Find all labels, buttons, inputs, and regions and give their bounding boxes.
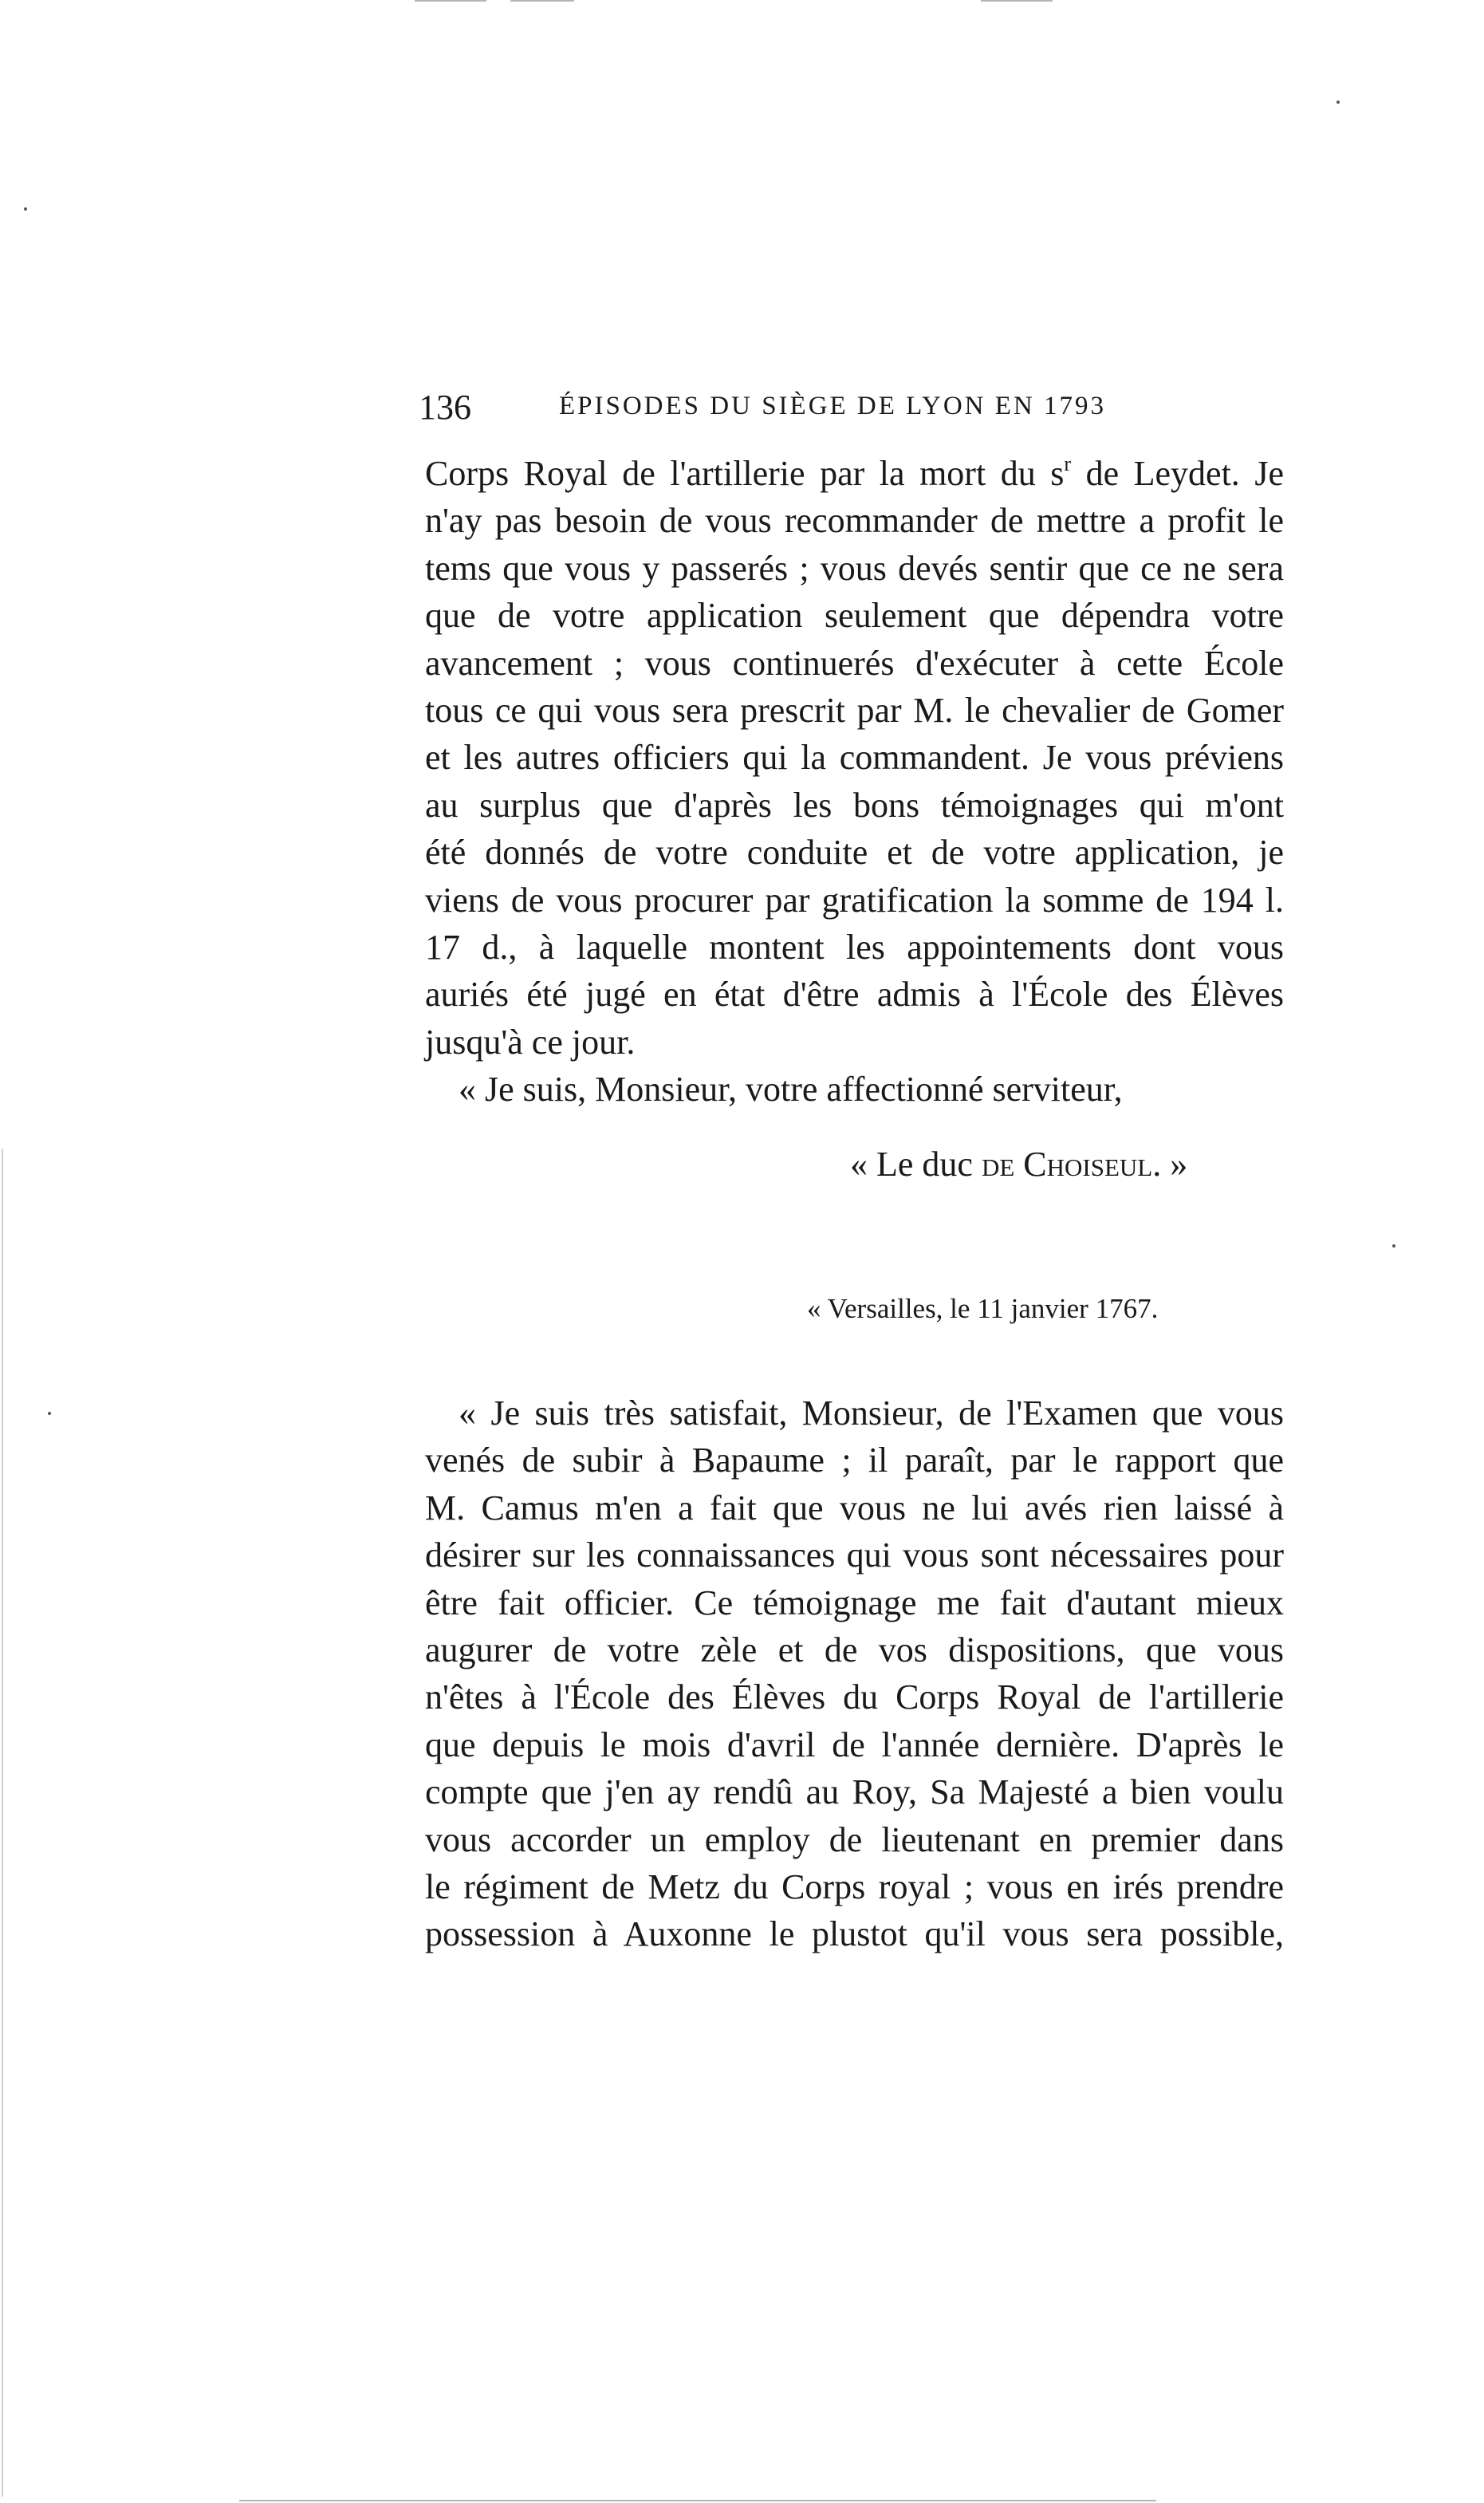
text-line: avancement ; vous continuerés d'exécuter à cette École <box>425 643 1284 683</box>
top-edge-rule <box>239 2500 1156 2501</box>
margin-speck <box>1336 101 1340 104</box>
margin-speck <box>24 207 27 211</box>
letter-1-body <box>425 450 1284 1113</box>
text-line: Corps Royal de l'artillerie par la mort du $s^r$ de Leydet. Je <box>425 452 1284 493</box>
signature-name: Choiseul. <box>1023 1145 1162 1184</box>
closing-line: « Je suis, Monsieur, votre affectionné serviteur, <box>459 1070 1123 1110</box>
text-line: vous accorder un employ de lieutenant en premier dans <box>425 1819 1284 1859</box>
top-edge-rule <box>981 0 1053 2</box>
text-line: augurer de votre zèle et de vos dispositions, que vous <box>425 1630 1284 1669</box>
letter-2-body <box>425 1389 1284 1958</box>
text-line: 17 d., à laquelle montent les appointements dont vous <box>425 927 1284 967</box>
left-margin-artifact <box>2 1149 3 2497</box>
margin-speck <box>1392 1244 1395 1248</box>
dateline: « Versailles, le 11 janvier 1767. <box>807 1293 1159 1324</box>
text-line: que de votre application seulement que dépendra votre <box>425 596 1284 636</box>
top-edge-rule <box>510 0 574 2</box>
text-line: « Je suis très satisfait, Monsieur, de l'Examen que vous <box>459 1393 1284 1433</box>
top-edge-rule <box>415 0 486 2</box>
text-line: être fait officier. Ce témoignage me fait d'autant mieux <box>425 1583 1284 1622</box>
text-line: possession à Auxonne le plustot qu'il vous sera possible, <box>425 1914 1284 1954</box>
page-number: 136 <box>419 388 471 427</box>
margin-speck <box>48 1412 51 1415</box>
text-line: tems que vous y passerés ; vous devés sentir que ce ne sera <box>425 548 1284 588</box>
text-line: que depuis le mois d'avril de l'année dernière. D'après le <box>425 1725 1284 1764</box>
text-line: tous ce qui vous sera prescrit par M. le chevalier de Gomer <box>425 690 1284 730</box>
signature: « Le duc de Choiseul. » <box>850 1145 1188 1184</box>
text-line: auriés été jugé en état d'être admis à l'École des Élèves <box>425 975 1284 1015</box>
text-line: n'ay pas besoin de vous recommander de mettre a profit le <box>425 501 1284 541</box>
text-line: viens de vous procurer par gratification la somme de 194 l. <box>425 880 1284 920</box>
running-title: ÉPISODES DU SIÈGE DE LYON EN 1793 <box>559 392 1107 420</box>
text-line: et les autres officiers qui la commandent. Je vous préviens <box>425 738 1284 778</box>
text-line: été donnés de votre conduite et de votre application, je <box>425 833 1284 873</box>
text-line: M. Camus m'en a fait que vous ne lui avés rien laissé à <box>425 1488 1284 1527</box>
text-line: jusqu'à ce jour. <box>425 1022 636 1062</box>
text-line: au surplus que d'après les bons témoignages qui m'ont <box>425 785 1284 825</box>
text-line: compte que j'en ay rendû au Roy, Sa Majesté a bien voulu <box>425 1772 1284 1812</box>
superscript-r: r <box>1064 452 1072 475</box>
text-line: venés de subir à Bapaume ; il paraît, par le rapport que <box>425 1441 1284 1480</box>
running-header <box>419 387 1151 435</box>
text-line: désirer sur les connaissances qui vous sont nécessaires pour <box>425 1535 1284 1575</box>
text-line: n'êtes à l'École des Élèves du Corps Royal de l'artillerie <box>425 1677 1284 1717</box>
text-line: le régiment de Metz du Corps royal ; vous en irés prendre <box>425 1866 1284 1906</box>
